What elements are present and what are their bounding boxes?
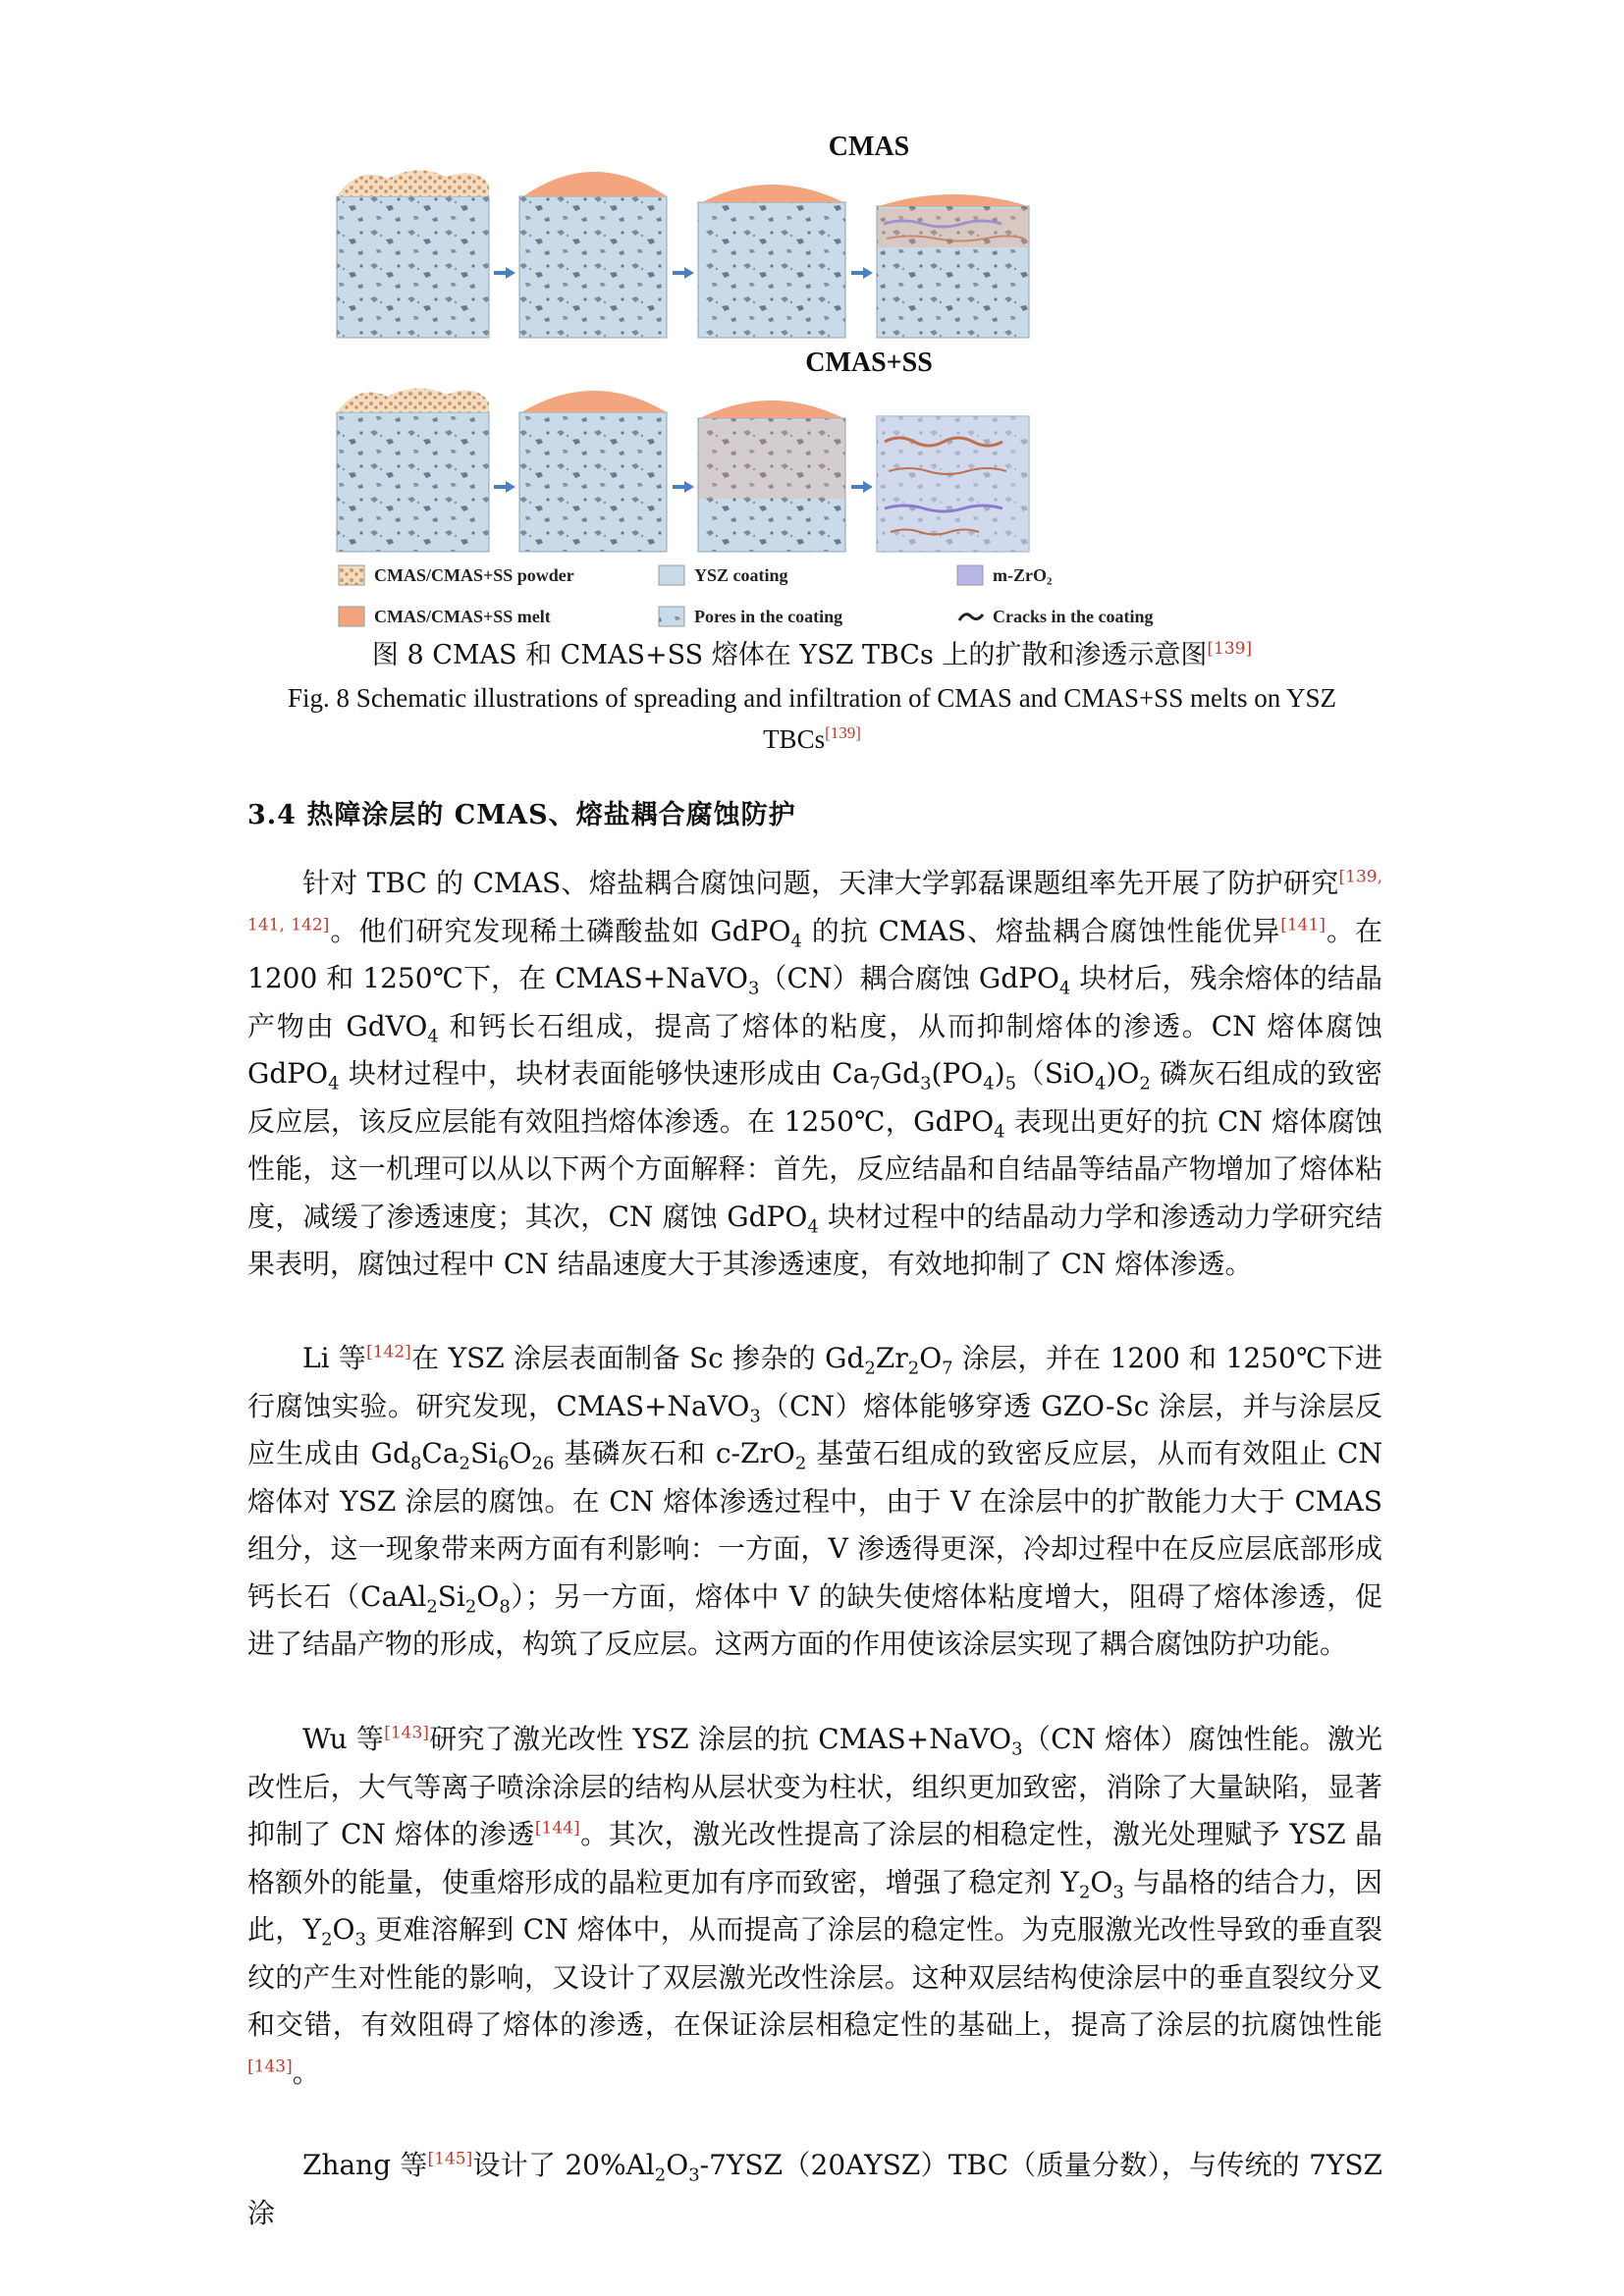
cmas-ss-stage-4 [877, 416, 1029, 552]
citation-ref[interactable]: [143] [384, 1723, 429, 1743]
citation-ref[interactable]: [142] [366, 1342, 411, 1362]
crack-line-icon [959, 614, 983, 620]
paragraph-2: Li 等[142]在 YSZ 涂层表面制备 Sc 掺杂的 $Gd_2Zr_2O_7$ 涂层，并在 1200 和 1250℃下进行腐蚀实验。研究发现，CMAS+NaVO$_3$（CN）熔体能够穿透 GZO-Sc 涂层，并与涂层反应生成由 $Gd_8Ca_2Si_6O_{26}$ 基磷灰石和 c-ZrO$_2$ 基萤石组成的致密反应层，从而有效阻止 CN 熔体对 YSZ 涂层的腐蚀。在 CN 熔体渗透过程中，由于 V 在涂层中的扩散能力大于 CMAS 组分，这一现象带来两方面有利影响：一方面，V 渗透得更深，冷却过程中在反应层底部形成钙长石$(CaAl_2Si_2O_8)$；另一方面，熔体中 V 的缺失使熔体粘度增大，阻碍了熔体渗透，促进了结晶产物的形成，构筑了反应层。这两方面的作用使该涂层实现了耦合腐蚀防护功能。 [247, 1342, 1383, 1660]
figure-8-schematic [329, 126, 1311, 636]
legend-label-pores: Pores in the coating [694, 607, 843, 626]
section-heading: 3.4 热障涂层的 CMAS、熔盐耦合腐蚀防护 [247, 800, 796, 830]
pores-swatch-icon [659, 607, 684, 626]
citation-ref[interactable]: [139] [825, 723, 861, 742]
figure-title-cmas: CMAS [828, 132, 910, 162]
paragraph-4: Zhang 等[145]设计了 $20\%Al_2O_3-7YSZ(20AYSZ)TBC$（质量分数），与传统的 7YSZ 涂 [247, 2149, 1383, 2229]
legend-label-cracks: Cracks in the coating [993, 607, 1154, 626]
citation-ref[interactable]: [143] [247, 2056, 293, 2077]
cmas-stage-2 [519, 172, 667, 338]
melt-swatch-icon [339, 607, 364, 626]
paragraph-3: Wu 等[143]研究了激光改性 YSZ 涂层的抗 CMAS+NaVO$_3$（CN 熔体）腐蚀性能。激光改性后，大气等离子喷涂涂层的结构从层状变为柱状，组织更加致密，消除了大量缺陷，显著抑制了 CN 熔体的渗透[144]。其次，激光改性提高了涂层的相稳定性，激光处理赋予 YSZ 晶格额外的能量，使重熔形成的晶粒更加有序而致密，增强了稳定剂 $Y_2O_3$ 与晶格的结合力，因此，$Y_2O_3$ 更难溶解到 CN 熔体中，从而提高了涂层的稳定性。为克服激光改性导致的垂直裂纹的产生对性能的影响，又设计了双层激光改性涂层。这种双层结构使涂层中的垂直裂纹分叉和交错，有效阻碍了熔体的渗透，在保证涂层相稳定性的基础上，提高了涂层的抗腐蚀性能[143]。 [247, 1723, 1382, 2089]
legend-label-powder: CMAS/CMAS+SS powder [374, 565, 574, 585]
ysz-swatch-icon [659, 565, 684, 585]
mzro2-swatch-icon [957, 565, 983, 585]
powder-swatch-icon [339, 565, 364, 585]
citation-ref[interactable]: [144] [534, 1818, 580, 1839]
figure-title-cmas-ss: CMAS+SS [805, 347, 933, 378]
citation-ref[interactable]: [139] [1207, 639, 1253, 659]
legend-label-ysz: YSZ coating [694, 565, 788, 585]
figure-caption-zh [0, 636, 1624, 675]
legend-label-melt: CMAS/CMAS+SS melt [374, 607, 551, 626]
cmas-stage-4 [877, 194, 1029, 338]
figure-legend [339, 565, 1154, 626]
cmas-ss-stage-3 [698, 400, 845, 552]
caption-zh-text: 图 8 CMAS 和 CMAS+SS 熔体在 YSZ TBCs 上的扩散和渗透示意图 [371, 640, 1208, 670]
paragraph-1: 针对 TBC 的 CMAS、熔盐耦合腐蚀问题，天津大学郭磊课题组率先开展了防护研究[139, 141, 142]。他们研究发现稀土磷酸盐如 GdPO$_4$ 的抗 CMAS、熔盐耦合腐蚀性能优异[141]。在 1200 和 1250℃下，在 CMAS+NaVO$_3$（CN）耦合腐蚀 GdPO$_4$ 块材后，残余熔体的结晶产物由 GdVO$_4$ 和钙长石组成，提高了熔体的粘度，从而抑制熔体的渗透。CN 熔体腐蚀 GdPO$_4$ 块材过程中，块材表面能够快速形成由 $Ca_7Gd_3(PO_4)_5(SiO_4)O_2$ 磷灰石组成的致密反应层，该反应层能有效阻挡熔体渗透。在 1250℃，GdPO$_4$ 表现出更好的抗 CN 熔体腐蚀性能，这一机理可以从以下两个方面解释：首先，反应结晶和自结晶等结晶产物增加了熔体粘度，减缓了渗透速度；其次，CN 腐蚀 GdPO$_4$ 块材过程中的结晶动力学和渗透动力学研究结果表明，腐蚀过程中 CN 结晶速度大于其渗透速度，有效地抑制了 CN 熔体渗透。 [247, 867, 1383, 1280]
cmas-stage-1 [337, 170, 489, 338]
caption-en-text: Fig. 8 Schematic illustrations of spreading and infiltration of CMAS and CMAS+SS melts on YSZ TBCs [288, 683, 1336, 754]
legend-label-mzro2: m-ZrO₂ [993, 565, 1053, 585]
citation-ref[interactable]: [141] [1280, 915, 1326, 935]
citation-ref[interactable]: [139, 141, 142] [247, 867, 1382, 935]
citation-ref[interactable]: [145] [427, 2149, 473, 2169]
cmas-stage-3 [698, 185, 845, 338]
cmas-ss-stage-1 [337, 388, 489, 552]
figure-caption-en [265, 677, 1359, 760]
cmas-ss-stage-2 [519, 391, 667, 552]
